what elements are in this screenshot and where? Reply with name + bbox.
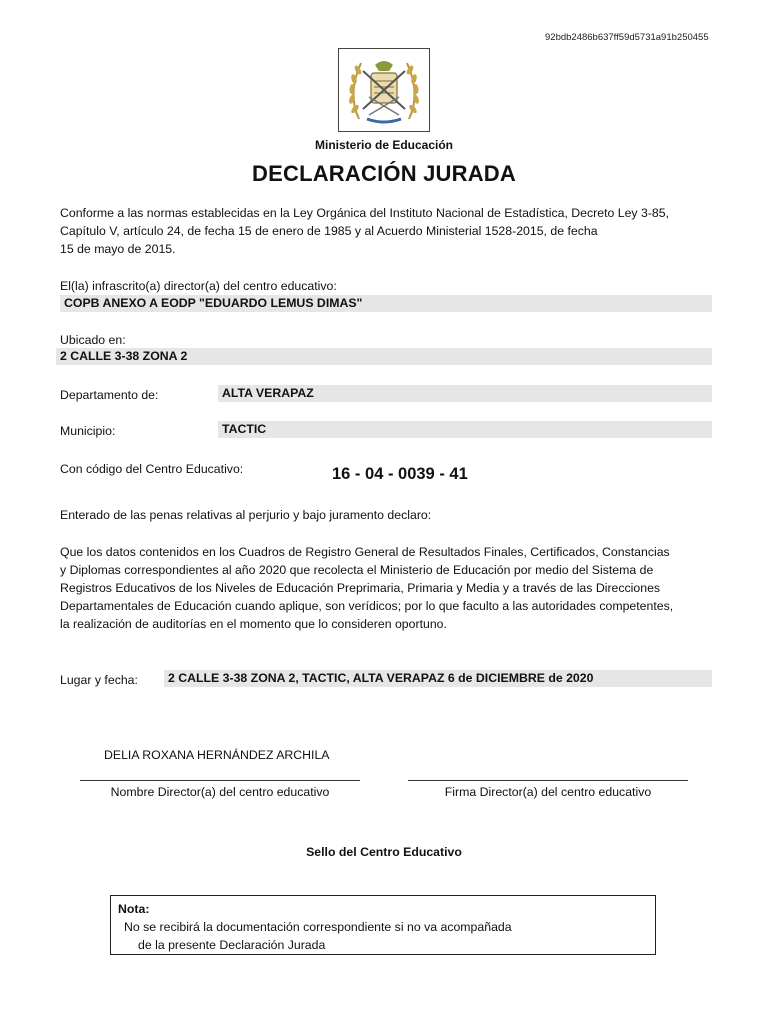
location-label: Ubicado en: xyxy=(60,333,126,347)
director-name: DELIA ROXANA HERNÁNDEZ ARCHILA xyxy=(104,748,330,762)
intro-line: Capítulo V, artículo 24, de fecha 15 de enero de 1985 y al Acuerdo Ministerial 1528-2015, de fecha xyxy=(60,224,598,238)
name-caption: Nombre Director(a) del centro educativo xyxy=(110,785,330,799)
declaration-paragraph xyxy=(60,543,720,633)
note-title: Nota: xyxy=(118,902,150,916)
director-label: El(la) infrascrito(a) director(a) del centro educativo: xyxy=(60,279,337,293)
declaration-line: Departamentales de Educación cuando aplique, son verídicos; por lo que faculto a las autoridades competentes, xyxy=(60,599,674,613)
place-date-field: 2 CALLE 3-38 ZONA 2, TACTIC, ALTA VERAPAZ 6 de DICIEMBRE de 2020 xyxy=(164,670,712,687)
intro-line: Conforme a las normas establecidas en la Ley Orgánica del Instituto Nacional de Estadística, Decreto Ley 3-85, xyxy=(60,206,670,220)
intro-line: 15 de mayo de 2015. xyxy=(60,242,176,256)
intro-paragraph xyxy=(60,204,720,258)
signature-line xyxy=(408,780,688,781)
seal-label: Sello del Centro Educativo xyxy=(306,845,462,859)
oath-text: Enterado de las penas relativas al perjurio y bajo juramento declaro: xyxy=(60,508,432,522)
school-name-field: COPB ANEXO A EODP "EDUARDO LEMUS DIMAS" xyxy=(60,295,712,312)
coat-of-arms-emblem xyxy=(338,48,430,132)
school-code: 16 - 04 - 0039 - 41 xyxy=(332,465,468,483)
declaration-line: Que los datos contenidos en los Cuadros de Registro General de Resultados Finales, Certificados, Constancias xyxy=(60,545,670,559)
note-line: No se recibirá la documentación correspondiente si no va acompañada xyxy=(124,920,512,934)
declaration-line: la realización de auditorías en el momento que lo consideren oportuno. xyxy=(60,617,447,631)
department-label: Departamento de: xyxy=(60,388,159,402)
department-field: ALTA VERAPAZ xyxy=(218,385,712,402)
address-field: 2 CALLE 3-38 ZONA 2 xyxy=(56,348,712,365)
place-date-label: Lugar y fecha: xyxy=(60,673,138,687)
declaration-line: Registros Educativos de los Niveles de Educación Preprimaria, Primaria y Media y a través de las Direcciones xyxy=(60,581,661,595)
ministry-name: Ministerio de Educación xyxy=(314,138,454,152)
signature-caption: Firma Director(a) del centro educativo xyxy=(444,785,652,799)
name-signature-line xyxy=(80,780,360,781)
note-line: de la presente Declaración Jurada xyxy=(138,938,326,952)
document-hash: 92bdb2486b637ff59d5731a91b250455 xyxy=(545,32,709,43)
municipality-label: Municipio: xyxy=(60,424,116,438)
declaration-line: y Diplomas correspondientes al año 2020 que recolecta el Ministerio de Educación por medio del Sistema de xyxy=(60,563,654,577)
municipality-field: TACTIC xyxy=(218,421,712,438)
document-title: DECLARACIÓN JURADA xyxy=(252,161,516,186)
code-label: Con código del Centro Educativo: xyxy=(60,462,244,476)
